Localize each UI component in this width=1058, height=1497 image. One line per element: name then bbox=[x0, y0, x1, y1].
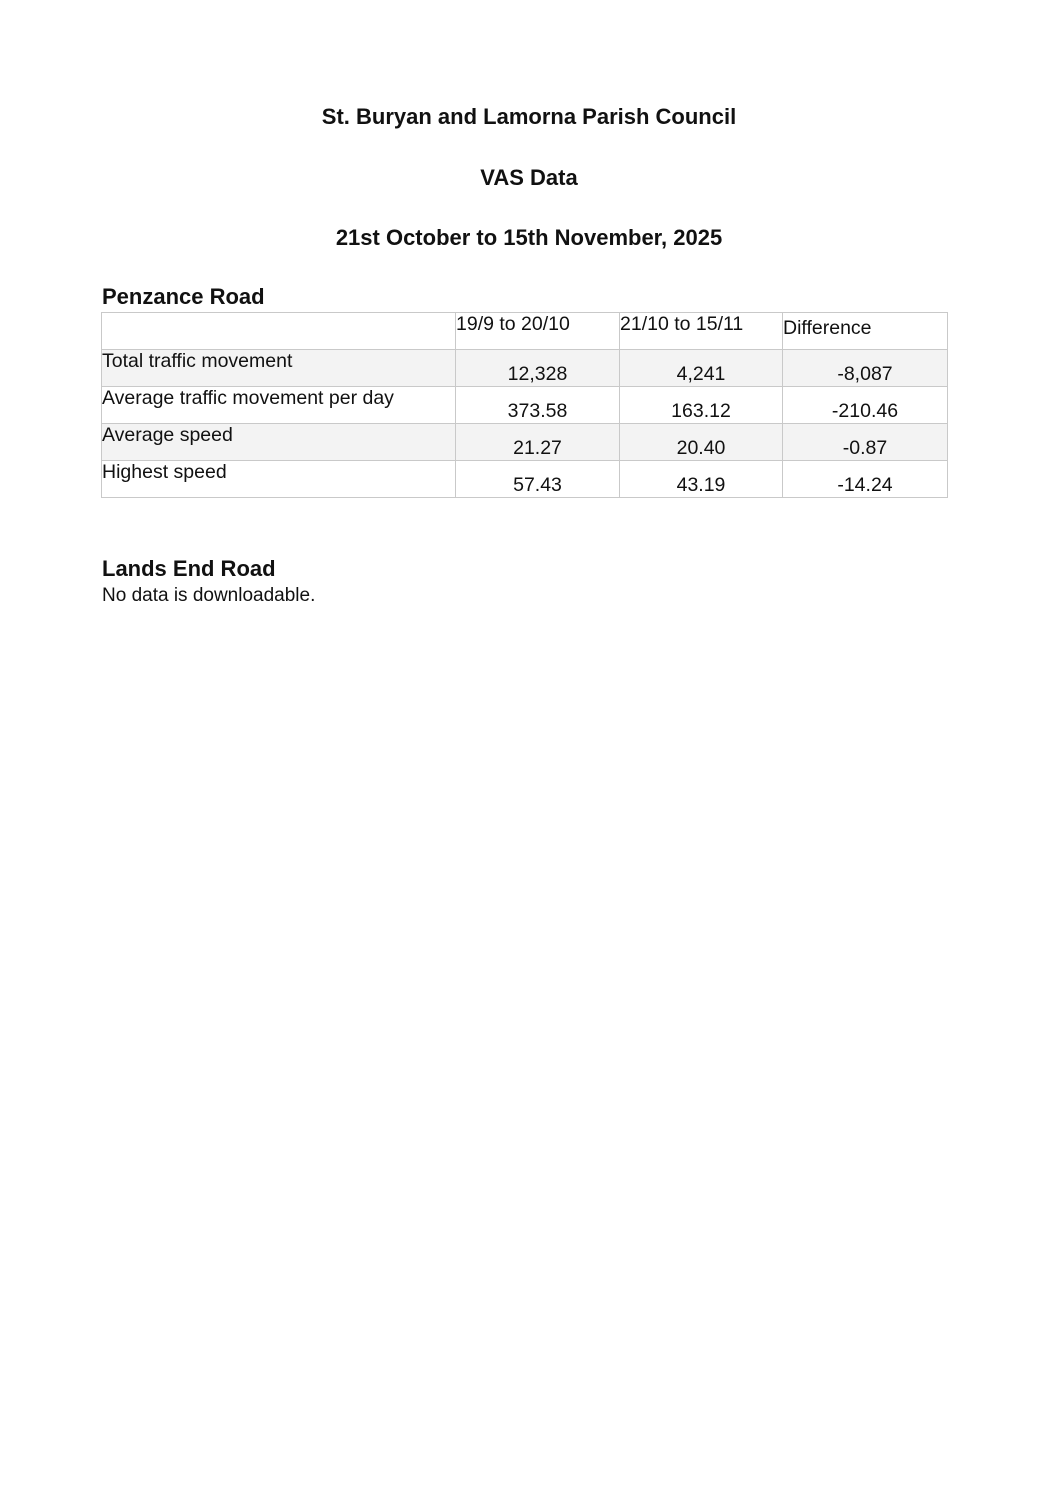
cell-current: 43.19 bbox=[620, 461, 783, 498]
cell-current: 20.40 bbox=[620, 424, 783, 461]
council-title: St. Buryan and Lamorna Parish Council bbox=[321, 104, 737, 129]
cell-difference: -0.87 bbox=[783, 424, 948, 461]
penzance-road-table bbox=[101, 312, 948, 498]
row-label: Average traffic movement per day bbox=[102, 387, 456, 424]
cell-previous: 21.27 bbox=[456, 424, 620, 461]
section-title-lands-end-road: Lands End Road bbox=[102, 556, 276, 581]
cell-current: 4,241 bbox=[620, 350, 783, 387]
no-data-note: No data is downloadable. bbox=[102, 585, 316, 606]
table-row bbox=[102, 350, 948, 387]
cell-previous: 12,328 bbox=[456, 350, 620, 387]
table-header-row bbox=[102, 313, 948, 350]
cell-previous: 373.58 bbox=[456, 387, 620, 424]
reporting-period: 21st October to 15th November, 2025 bbox=[335, 225, 723, 250]
row-label: Average speed bbox=[102, 424, 456, 461]
column-header-difference: Difference bbox=[783, 313, 948, 350]
row-label: Total traffic movement bbox=[102, 350, 456, 387]
cell-difference: -14.24 bbox=[783, 461, 948, 498]
column-header-current-period: 21/10 to 15/11 bbox=[620, 313, 783, 350]
cell-previous: 57.43 bbox=[456, 461, 620, 498]
cell-difference: -8,087 bbox=[783, 350, 948, 387]
cell-difference: -210.46 bbox=[783, 387, 948, 424]
column-header-metric bbox=[102, 313, 456, 350]
column-header-previous-period: 19/9 to 20/10 bbox=[456, 313, 620, 350]
table-row bbox=[102, 461, 948, 498]
row-label: Highest speed bbox=[102, 461, 456, 498]
cell-current: 163.12 bbox=[620, 387, 783, 424]
table-row bbox=[102, 424, 948, 461]
section-title-penzance-road: Penzance Road bbox=[102, 284, 265, 309]
document-subject: VAS Data bbox=[480, 165, 578, 190]
table-row bbox=[102, 387, 948, 424]
